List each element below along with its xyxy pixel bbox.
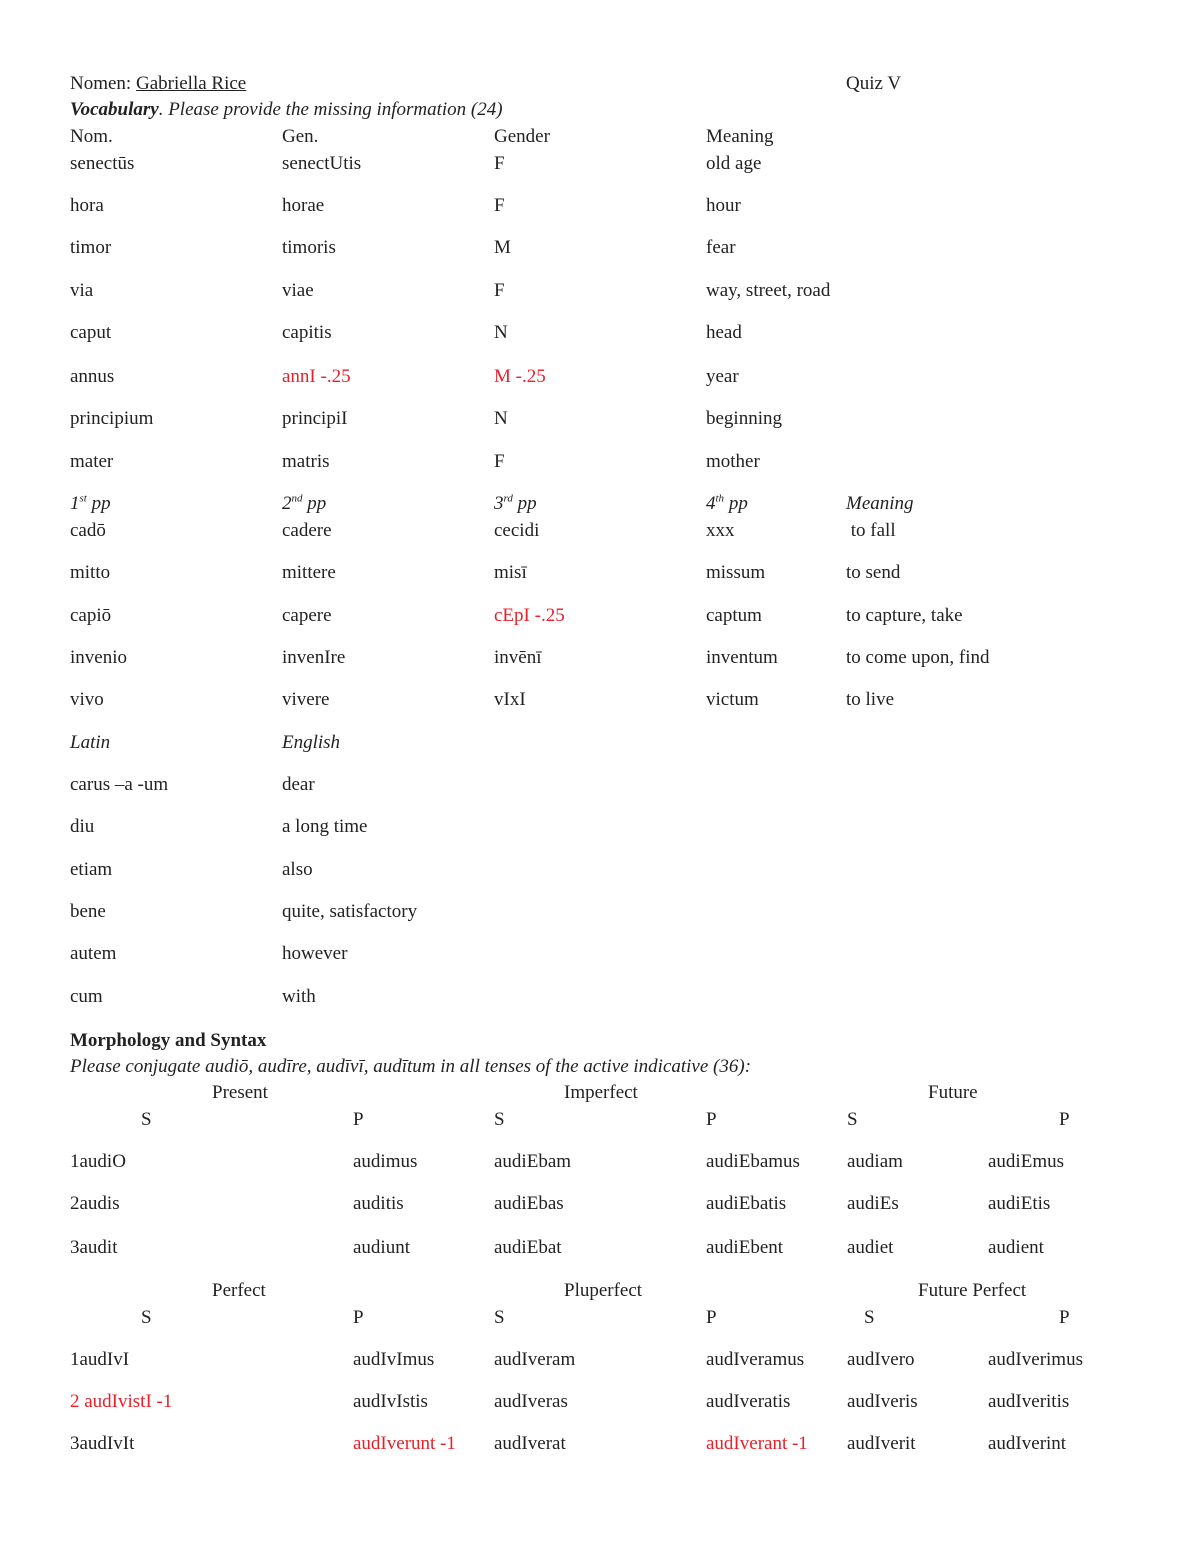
conj-cell: audiam (847, 1151, 903, 1172)
header-latin: Latin (70, 732, 111, 753)
other-row (70, 984, 1130, 1010)
tense-present: Present (212, 1082, 268, 1103)
verb-pp2: mittere (282, 562, 336, 583)
pp2-num: 2 (282, 493, 292, 514)
noun-nom: via (70, 280, 94, 301)
vocabulary-heading (70, 97, 503, 123)
verb-pp1: capiō (70, 605, 112, 626)
noun-nom: principium (70, 408, 154, 429)
conj-cell: 3audit (70, 1237, 118, 1258)
pp2-rest: pp (302, 493, 327, 514)
noun-gender: N (494, 322, 508, 343)
verb-pp3: misī (494, 562, 527, 583)
header-verb-meaning: Meaning (846, 493, 914, 514)
other-latin: carus –a -um (70, 774, 169, 795)
header-pp1 (70, 491, 111, 517)
conj-cell: audiEbatis (706, 1193, 787, 1214)
tense-perfect: Perfect (212, 1280, 266, 1301)
noun-nom: timor (70, 237, 112, 258)
tense-future: Future (928, 1082, 978, 1103)
verb-meaning: to fall (846, 520, 896, 541)
noun-meaning: hour (706, 195, 741, 216)
number-plural: P (706, 1307, 717, 1328)
noun-row (70, 278, 1130, 304)
number-singular: S (494, 1307, 505, 1328)
other-english: also (282, 859, 313, 880)
pp1-rest: pp (86, 493, 111, 514)
verb-pp1: mitto (70, 562, 111, 583)
conj-cell: audIveris (847, 1391, 918, 1412)
noun-row (70, 235, 1130, 261)
number-singular: S (864, 1307, 875, 1328)
other-row (70, 814, 1130, 840)
header-pp4 (706, 491, 748, 517)
vocabulary-heading-bold: Vocabulary (70, 99, 159, 120)
other-latin: cum (70, 986, 103, 1007)
noun-nom: senectūs (70, 153, 135, 174)
tense-header-row (70, 1080, 1130, 1106)
noun-nom: hora (70, 195, 104, 216)
other-row (70, 772, 1130, 798)
pp1-sup: st (79, 492, 87, 505)
conj-cell: 1audIvI (70, 1349, 130, 1370)
header-meaning: Meaning (706, 126, 774, 147)
noun-row (70, 193, 1130, 219)
conjugation-row (70, 1431, 1130, 1457)
number-plural: P (1059, 1307, 1070, 1328)
conj-cell: 1audiO (70, 1151, 126, 1172)
header-gender: Gender (494, 126, 550, 147)
noun-gender: M (494, 237, 511, 258)
verb-meaning: to come upon, find (846, 647, 990, 668)
noun-row (70, 364, 1130, 390)
pp3-num: 3 (494, 493, 504, 514)
conj-cell: audiunt (353, 1237, 410, 1258)
header-pp3 (494, 491, 537, 517)
conj-cell: audIverimus (988, 1349, 1083, 1370)
noun-gender: F (494, 280, 505, 301)
conj-cell: 2audis (70, 1193, 120, 1214)
other-header-row (70, 730, 1130, 756)
verb-pp2: capere (282, 605, 332, 626)
verb-pp2: cadere (282, 520, 332, 541)
header-pp2 (282, 491, 326, 517)
conj-cell: 3audIvIt (70, 1433, 135, 1454)
conj-cell: audIverat (494, 1433, 566, 1454)
other-row (70, 857, 1130, 883)
conjugation-row (70, 1191, 1130, 1217)
other-row (70, 899, 1130, 925)
conj-cell: audiEbat (494, 1237, 562, 1258)
conj-cell: audiEbamus (706, 1151, 800, 1172)
verb-pp2: invenIre (282, 647, 346, 668)
conj-cell: audIveramus (706, 1349, 805, 1370)
other-latin: diu (70, 816, 95, 837)
number-plural: P (353, 1307, 364, 1328)
verb-pp3: vIxI (494, 689, 526, 710)
noun-gen: viae (282, 280, 314, 301)
conj-cell: audiEtis (988, 1193, 1051, 1214)
verb-pp4: xxx (706, 520, 735, 541)
verb-pp4: inventum (706, 647, 778, 668)
morphology-heading: Morphology and Syntax (70, 1030, 267, 1051)
conj-cell: audiEbent (706, 1237, 784, 1258)
header-gen: Gen. (282, 126, 319, 147)
noun-gen: matris (282, 451, 330, 472)
noun-row (70, 449, 1130, 475)
other-latin: bene (70, 901, 106, 922)
conjugation-row (70, 1235, 1130, 1261)
verb-meaning: to capture, take (846, 605, 963, 626)
vocabulary-heading-rest: . Please provide the missing information (24) (158, 99, 503, 120)
verb-meaning: to send (846, 562, 901, 583)
noun-gender-correction: M -.25 (494, 366, 546, 387)
conj-cell: audimus (353, 1151, 418, 1172)
other-english: however (282, 943, 348, 964)
conjugation-row (70, 1149, 1130, 1175)
noun-meaning: fear (706, 237, 736, 258)
verb-row (70, 560, 1130, 586)
conj-cell: audiEbas (494, 1193, 564, 1214)
number-header-row (70, 1107, 1130, 1133)
noun-meaning: way, street, road (706, 280, 831, 301)
verb-pp3: invēnī (494, 647, 542, 668)
noun-row (70, 320, 1130, 346)
conj-cell: audIverit (847, 1433, 916, 1454)
noun-gender: F (494, 451, 505, 472)
verb-pp3-correction: cEpI -.25 (494, 605, 565, 626)
number-plural: P (353, 1109, 364, 1130)
noun-gender: F (494, 195, 505, 216)
pp3-sup: rd (503, 492, 513, 505)
conjugation-row (70, 1347, 1130, 1373)
number-singular: S (141, 1109, 152, 1130)
pp3-rest: pp (512, 493, 537, 514)
other-english: a long time (282, 816, 368, 837)
noun-nom: caput (70, 322, 112, 343)
nomen-label: Nomen: (70, 73, 136, 94)
verb-pp4: captum (706, 605, 762, 626)
noun-row (70, 406, 1130, 432)
conj-cell: audiEmus (988, 1151, 1064, 1172)
number-header-row (70, 1305, 1130, 1331)
conj-cell-correction: audIverant -1 (706, 1433, 808, 1454)
conj-cell-correction: audIverunt -1 (353, 1433, 456, 1454)
conj-cell: audIvImus (353, 1349, 435, 1370)
noun-gen: timoris (282, 237, 336, 258)
verb-row (70, 687, 1130, 713)
conj-cell: audiEs (847, 1193, 899, 1214)
conj-cell: audIverint (988, 1433, 1067, 1454)
verb-meaning: to live (846, 689, 895, 710)
tense-pluperfect: Pluperfect (564, 1280, 643, 1301)
other-latin: etiam (70, 859, 113, 880)
number-singular: S (141, 1307, 152, 1328)
noun-gen: principiI (282, 408, 348, 429)
other-english: with (282, 986, 316, 1007)
pp4-sup: th (715, 492, 725, 505)
noun-gen-correction: annI -.25 (282, 366, 351, 387)
noun-gen: horae (282, 195, 325, 216)
quiz-title: Quiz V (846, 73, 902, 94)
header-english: English (282, 732, 341, 753)
header-nom: Nom. (70, 126, 113, 147)
number-singular: S (494, 1109, 505, 1130)
noun-meaning: beginning (706, 408, 782, 429)
conj-cell: audIvIstis (353, 1391, 428, 1412)
conj-cell: audIveratis (706, 1391, 791, 1412)
number-plural: P (1059, 1109, 1070, 1130)
verbs-header-row (70, 491, 1130, 517)
noun-meaning: old age (706, 153, 762, 174)
other-english: quite, satisfactory (282, 901, 418, 922)
verb-pp1: cadō (70, 520, 106, 541)
noun-gender: N (494, 408, 508, 429)
nouns-header-row (70, 124, 1130, 150)
nomen-line (70, 71, 246, 97)
conjugation-row (70, 1389, 1130, 1415)
noun-meaning: year (706, 366, 739, 387)
number-plural: P (706, 1109, 717, 1130)
verb-pp3: cecidi (494, 520, 540, 541)
verb-pp1: vivo (70, 689, 104, 710)
other-row (70, 941, 1130, 967)
verb-row (70, 603, 1130, 629)
number-singular: S (847, 1109, 858, 1130)
conj-cell: audIveritis (988, 1391, 1070, 1412)
tense-header-row (70, 1278, 1130, 1304)
conj-cell: audiet (847, 1237, 894, 1258)
tense-imperfect: Imperfect (564, 1082, 638, 1103)
conj-cell: audiEbam (494, 1151, 572, 1172)
verb-pp1: invenio (70, 647, 127, 668)
conj-cell: audient (988, 1237, 1044, 1258)
noun-meaning: mother (706, 451, 760, 472)
noun-gender: F (494, 153, 505, 174)
noun-nom: annus (70, 366, 115, 387)
noun-gen: capitis (282, 322, 332, 343)
noun-row (70, 151, 1130, 177)
conj-cell: audIveram (494, 1349, 576, 1370)
pp2-sup: nd (291, 492, 303, 505)
tense-future-perfect: Future Perfect (918, 1280, 1027, 1301)
conj-cell: audIvero (847, 1349, 915, 1370)
conj-cell: auditis (353, 1193, 404, 1214)
student-name: Gabriella Rice (135, 73, 247, 94)
noun-nom: mater (70, 451, 114, 472)
verb-pp4: missum (706, 562, 766, 583)
other-latin: autem (70, 943, 117, 964)
noun-meaning: head (706, 322, 742, 343)
noun-gen: senectUtis (282, 153, 362, 174)
conj-cell-correction: 2 audIvistI -1 (70, 1391, 173, 1412)
morphology-instruction: Please conjugate audiō, audīre, audīvī, audītum in all tenses of the active indicative (36): (70, 1056, 752, 1077)
other-english: dear (282, 774, 315, 795)
pp4-num: 4 (706, 493, 716, 514)
pp4-rest: pp (724, 493, 748, 514)
verb-pp2: vivere (282, 689, 330, 710)
verb-row (70, 645, 1130, 671)
conj-cell: audIveras (494, 1391, 568, 1412)
verb-pp4: victum (706, 689, 759, 710)
verb-row (70, 518, 1130, 544)
pp1-num: 1 (70, 493, 80, 514)
